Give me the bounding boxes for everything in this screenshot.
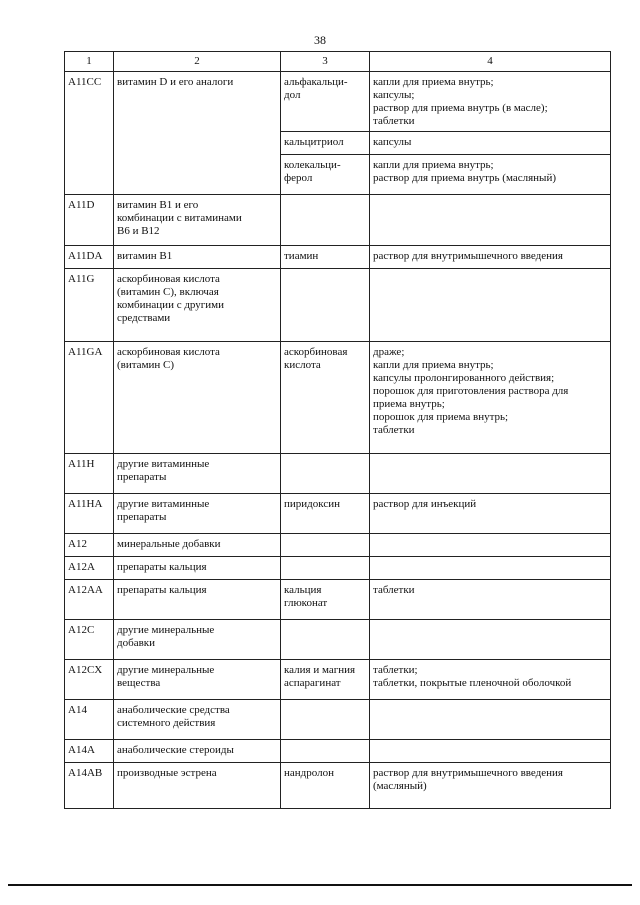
atc-code-cell: A12C xyxy=(65,620,114,660)
dosage-forms-cell xyxy=(370,557,611,580)
table-row xyxy=(65,72,611,132)
group-name-cell: витамин B1 xyxy=(114,246,281,269)
drug-name-cell: нандролон xyxy=(281,763,370,809)
drug-name-cell: калия и магния аспарагинат xyxy=(281,660,370,700)
group-name-cell: препараты кальция xyxy=(114,580,281,620)
bottom-rule xyxy=(8,884,632,886)
table-row xyxy=(65,534,611,557)
group-name-cell: анаболические средства системного действия xyxy=(114,700,281,740)
dosage-forms-cell: драже; капли для приема внутрь; капсулы пролонгированного действия; порошок для приготовления раствора для приема внутрь; порошок для приема внутрь; таблетки xyxy=(370,342,611,454)
column-header: 3 xyxy=(281,52,370,72)
column-header: 2 xyxy=(114,52,281,72)
drug-table xyxy=(64,51,611,809)
group-name-cell: другие минеральные вещества xyxy=(114,660,281,700)
drug-name-cell xyxy=(281,454,370,494)
dosage-forms-cell: раствор для инъекций xyxy=(370,494,611,534)
table-row xyxy=(65,342,611,454)
atc-code-cell: A11G xyxy=(65,269,114,342)
drug-name-cell xyxy=(281,269,370,342)
dosage-forms-cell: раствор для внутримышечного введения xyxy=(370,246,611,269)
atc-code-cell: A11H xyxy=(65,454,114,494)
column-header: 1 xyxy=(65,52,114,72)
table-row xyxy=(65,557,611,580)
atc-code-cell: A12AA xyxy=(65,580,114,620)
dosage-forms-cell: таблетки; таблетки, покрытые пленочной оболочкой xyxy=(370,660,611,700)
atc-code-cell: A14A xyxy=(65,740,114,763)
dosage-forms-cell: капли для приема внутрь; раствор для приема внутрь (масляный) xyxy=(370,155,611,195)
drug-name-cell: пиридоксин xyxy=(281,494,370,534)
group-name-cell: препараты кальция xyxy=(114,557,281,580)
dosage-forms-cell: таблетки xyxy=(370,580,611,620)
column-header: 4 xyxy=(370,52,611,72)
table-row xyxy=(65,454,611,494)
drug-name-cell xyxy=(281,740,370,763)
drug-name-cell xyxy=(281,700,370,740)
group-name-cell: витамин D и его аналоги xyxy=(114,72,281,195)
atc-code-cell: A14 xyxy=(65,700,114,740)
table-row xyxy=(65,246,611,269)
group-name-cell: аскорбиновая кислота (витамин C) xyxy=(114,342,281,454)
header-row xyxy=(65,52,611,72)
atc-code-cell: A11HA xyxy=(65,494,114,534)
drug-name-cell: кальция глюконат xyxy=(281,580,370,620)
group-name-cell: минеральные добавки xyxy=(114,534,281,557)
table-row xyxy=(65,700,611,740)
table-body xyxy=(65,72,611,809)
dosage-forms-cell: капли для приема внутрь; капсулы; раствор для приема внутрь (в масле); таблетки xyxy=(370,72,611,132)
atc-code-cell: A11D xyxy=(65,195,114,246)
table-row xyxy=(65,620,611,660)
dosage-forms-cell xyxy=(370,269,611,342)
group-name-cell: витамин B1 и его комбинации с витаминами B6 и B12 xyxy=(114,195,281,246)
table-row xyxy=(65,269,611,342)
atc-code-cell: A11GA xyxy=(65,342,114,454)
dosage-forms-cell: капсулы xyxy=(370,132,611,155)
drug-name-cell: тиамин xyxy=(281,246,370,269)
table-row xyxy=(65,195,611,246)
atc-code-cell: A12CX xyxy=(65,660,114,700)
drug-name-cell: альфакальци- дол xyxy=(281,72,370,132)
page-number: 38 xyxy=(314,33,326,47)
table-row xyxy=(65,763,611,809)
atc-code-cell: A11DA xyxy=(65,246,114,269)
group-name-cell: анаболические стероиды xyxy=(114,740,281,763)
drug-name-cell xyxy=(281,534,370,557)
group-name-cell: другие витаминные препараты xyxy=(114,454,281,494)
group-name-cell: другие витаминные препараты xyxy=(114,494,281,534)
dosage-forms-cell xyxy=(370,620,611,660)
dosage-forms-cell xyxy=(370,454,611,494)
table-row xyxy=(65,660,611,700)
drug-name-cell xyxy=(281,195,370,246)
table-row xyxy=(65,740,611,763)
dosage-forms-cell xyxy=(370,195,611,246)
drug-name-cell: колекальци- ферол xyxy=(281,155,370,195)
atc-code-cell: A12 xyxy=(65,534,114,557)
dosage-forms-cell xyxy=(370,740,611,763)
group-name-cell: производные эстрена xyxy=(114,763,281,809)
drug-name-cell: кальцитриол xyxy=(281,132,370,155)
drug-name-cell xyxy=(281,620,370,660)
group-name-cell: другие минеральные добавки xyxy=(114,620,281,660)
atc-code-cell: A14AB xyxy=(65,763,114,809)
group-name-cell: аскорбиновая кислота (витамин C), включая комбинации с другими средствами xyxy=(114,269,281,342)
drug-name-cell: аскорбиновая кислота xyxy=(281,342,370,454)
table-row xyxy=(65,494,611,534)
dosage-forms-cell xyxy=(370,700,611,740)
drug-name-cell xyxy=(281,557,370,580)
dosage-forms-cell xyxy=(370,534,611,557)
atc-code-cell: A11CC xyxy=(65,72,114,195)
table-row xyxy=(65,580,611,620)
atc-code-cell: A12A xyxy=(65,557,114,580)
dosage-forms-cell: раствор для внутримышечного введения (масляный) xyxy=(370,763,611,809)
